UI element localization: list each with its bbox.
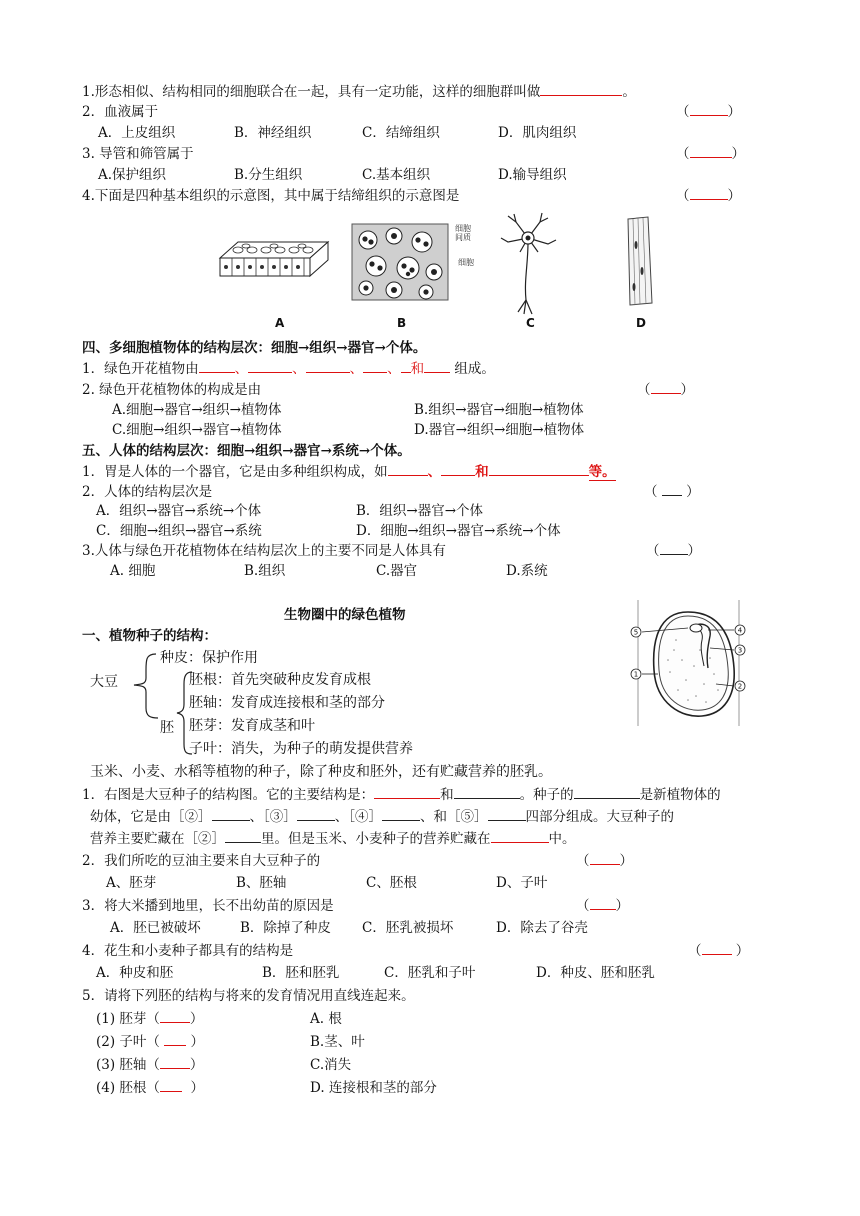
figure-label-c: C <box>526 316 535 330</box>
match-left-item: (1) 胚芽（ ） <box>96 1011 204 1027</box>
option-a: A．上皮组织 <box>98 125 176 141</box>
option-b: B.分生组织 <box>234 167 303 183</box>
answer-paren[interactable]: （ ） <box>688 943 750 959</box>
answer-paren[interactable]: （ ） <box>637 382 694 398</box>
option-d: D．种皮、胚和胚乳 <box>536 965 655 981</box>
option-d: D．细胞→组织→器官→系统→个体 <box>356 523 561 539</box>
answer-blank[interactable] <box>540 83 622 96</box>
answer-paren[interactable]: （ ） <box>676 146 745 162</box>
section-title: 五、人体的结构层次：细胞→组织→器官→系统→个体。 <box>82 443 411 459</box>
answer-paren[interactable]: （ ） <box>676 104 741 120</box>
match-right-item: D. 连接根和茎的部分 <box>310 1080 437 1096</box>
option-b: B.组织→器官→细胞→植物体 <box>414 402 584 418</box>
figure-num: 2 <box>737 682 743 691</box>
s5-question-3: 3.人体与绿色开花植物体在结构层次上的主要不同是人体具有 <box>82 543 446 559</box>
s5-question-2: 2．人体的结构层次是 <box>82 484 213 500</box>
endosperm-note: 玉米、小麦、水稻等植物的种子，除了种皮和胚外，还有贮藏营养的胚乳。 <box>90 764 552 780</box>
option-c: C．胚乳和子叶 <box>384 965 476 981</box>
s5-question-1: 1．胃是人体的一个器官，它是由多种组织构成，如 、 和 等。 <box>82 464 616 480</box>
section-title: 四、多细胞植物体的结构层次：细胞→组织→器官→个体。 <box>82 340 427 356</box>
figure-num: 1 <box>633 670 639 679</box>
muscle-tissue-figure <box>620 215 656 307</box>
question-3: 3. 导管和筛管属于 <box>82 146 194 162</box>
answer-paren[interactable]: （ ） <box>676 188 741 204</box>
option-b: B、胚轴 <box>236 875 287 891</box>
brace-1 <box>128 650 160 720</box>
option-a: A.细胞→器官→组织→植物体 <box>112 402 282 418</box>
option-a: A．胚已被破坏 <box>110 920 201 936</box>
option-b: B．除掉了种皮 <box>240 920 331 936</box>
option-a: A．种皮和胚 <box>96 965 174 981</box>
question-1: 1.形态相似、结构相同的细胞联合在一起，具有一定功能，这样的细胞群叫做 。 <box>82 84 636 100</box>
match-left-item: (4) 胚根（ ） <box>96 1080 205 1096</box>
answer-paren[interactable]: （ ） <box>576 898 629 914</box>
green-question-1-line3: 营养主要贮藏在［②］ 里。但是玉米、小麦种子的营养贮藏在 中。 <box>90 831 576 847</box>
option-c: C.细胞→组织→器官→植物体 <box>112 422 282 438</box>
green-question-3: 3．将大米播到地里，长不出幼苗的原因是 <box>82 898 334 914</box>
option-d: D.系统 <box>506 563 548 579</box>
option-c: C．胚乳被损坏 <box>362 920 454 936</box>
brace-root-label: 大豆 <box>90 674 118 690</box>
question-2: 2．血液属于 <box>82 104 159 120</box>
question-4: 4.下面是四种基本组织的示意图，其中属于结缔组织的示意图是 <box>82 188 460 204</box>
bean-seed-figure <box>624 600 764 726</box>
embryo-label: 胚 <box>160 720 174 736</box>
embryo-part: 胚轴：发育成连接根和茎的部分 <box>189 695 385 711</box>
option-d: D、子叶 <box>496 875 548 891</box>
seed-coat-item: 种皮：保护作用 <box>160 650 258 666</box>
connective-tissue-figure <box>350 222 450 302</box>
green-question-4: 4．花生和小麦种子都具有的结构是 <box>82 943 294 959</box>
s4-question-1: 1．绿色开花植物由 、 、 、 、 和 组成。 <box>82 361 495 377</box>
section-title: 一、植物种子的结构： <box>82 628 217 644</box>
embryo-part: 胚根：首先突破种皮发育成根 <box>189 672 371 688</box>
green-question-1: 1．右图是大豆种子的结构图。它的主要结构是： 和 。种子的 是新植物体的 <box>82 787 721 803</box>
match-left-item: (2) 子叶（ ） <box>96 1034 205 1050</box>
option-b: B．胚和胚乳 <box>262 965 340 981</box>
option-d: D.器官→组织→细胞→植物体 <box>414 422 585 438</box>
option-c: C．结缔组织 <box>362 125 440 141</box>
figure-b-note: 细胞 <box>458 258 474 267</box>
green-question-1-line2: 幼体，它是由［②］ 、［③］ 、［④］ 、和［⑤］ 四部分组成。大豆种子的 <box>90 809 674 825</box>
option-c: C.器官 <box>376 563 418 579</box>
figure-num: 4 <box>737 626 743 635</box>
figure-label-b: B <box>397 316 407 330</box>
option-a: A、胚芽 <box>106 875 157 891</box>
option-d: D.输导组织 <box>498 167 567 183</box>
match-left-item: (3) 胚轴（ ） <box>96 1057 204 1073</box>
option-c: C．细胞→组织→器官→系统 <box>96 523 262 539</box>
option-b: B．组织→器官→个体 <box>356 503 484 519</box>
figure-num: 5 <box>633 628 639 637</box>
answer-paren[interactable]: （ ） <box>644 484 700 500</box>
option-a: A．组织→器官→系统→个体 <box>96 503 262 519</box>
answer-paren[interactable]: （ ） <box>646 543 701 559</box>
green-question-5: 5．请将下列胚的结构与将来的发育情况用直线连起来。 <box>82 988 415 1004</box>
s4-question-2: 2. 绿色开花植物体的构成是由 <box>82 382 262 398</box>
option-c: C、胚根 <box>366 875 417 891</box>
figure-label-d: D <box>636 316 646 330</box>
answer-paren[interactable]: （ ） <box>576 853 633 869</box>
option-d: D．肌肉组织 <box>498 125 577 141</box>
epithelial-tissue-figure <box>218 236 330 280</box>
figure-label-a: A <box>275 316 285 330</box>
option-b: B．神经组织 <box>234 125 312 141</box>
embryo-part: 子叶：消失，为种子的萌发提供营养 <box>189 741 413 757</box>
option-c: C.基本组织 <box>362 167 431 183</box>
match-right-item: A. 根 <box>310 1011 342 1027</box>
option-d: D．除去了谷壳 <box>496 920 588 936</box>
option-a: A.保护组织 <box>98 167 167 183</box>
nerve-tissue-figure <box>498 210 558 316</box>
embryo-part: 胚芽：发育成茎和叶 <box>189 718 315 734</box>
figure-num: 3 <box>737 646 743 655</box>
match-right-item: C.消失 <box>310 1057 352 1073</box>
option-b: B.组织 <box>244 563 286 579</box>
match-right-item: B.茎、叶 <box>310 1034 365 1050</box>
page-title: 生物圈中的绿色植物 <box>284 607 406 623</box>
figure-b-note: 细胞 间质 <box>455 224 471 242</box>
option-a: A. 细胞 <box>110 563 156 579</box>
green-question-2: 2．我们所吃的豆油主要来自大豆种子的 <box>82 853 321 869</box>
